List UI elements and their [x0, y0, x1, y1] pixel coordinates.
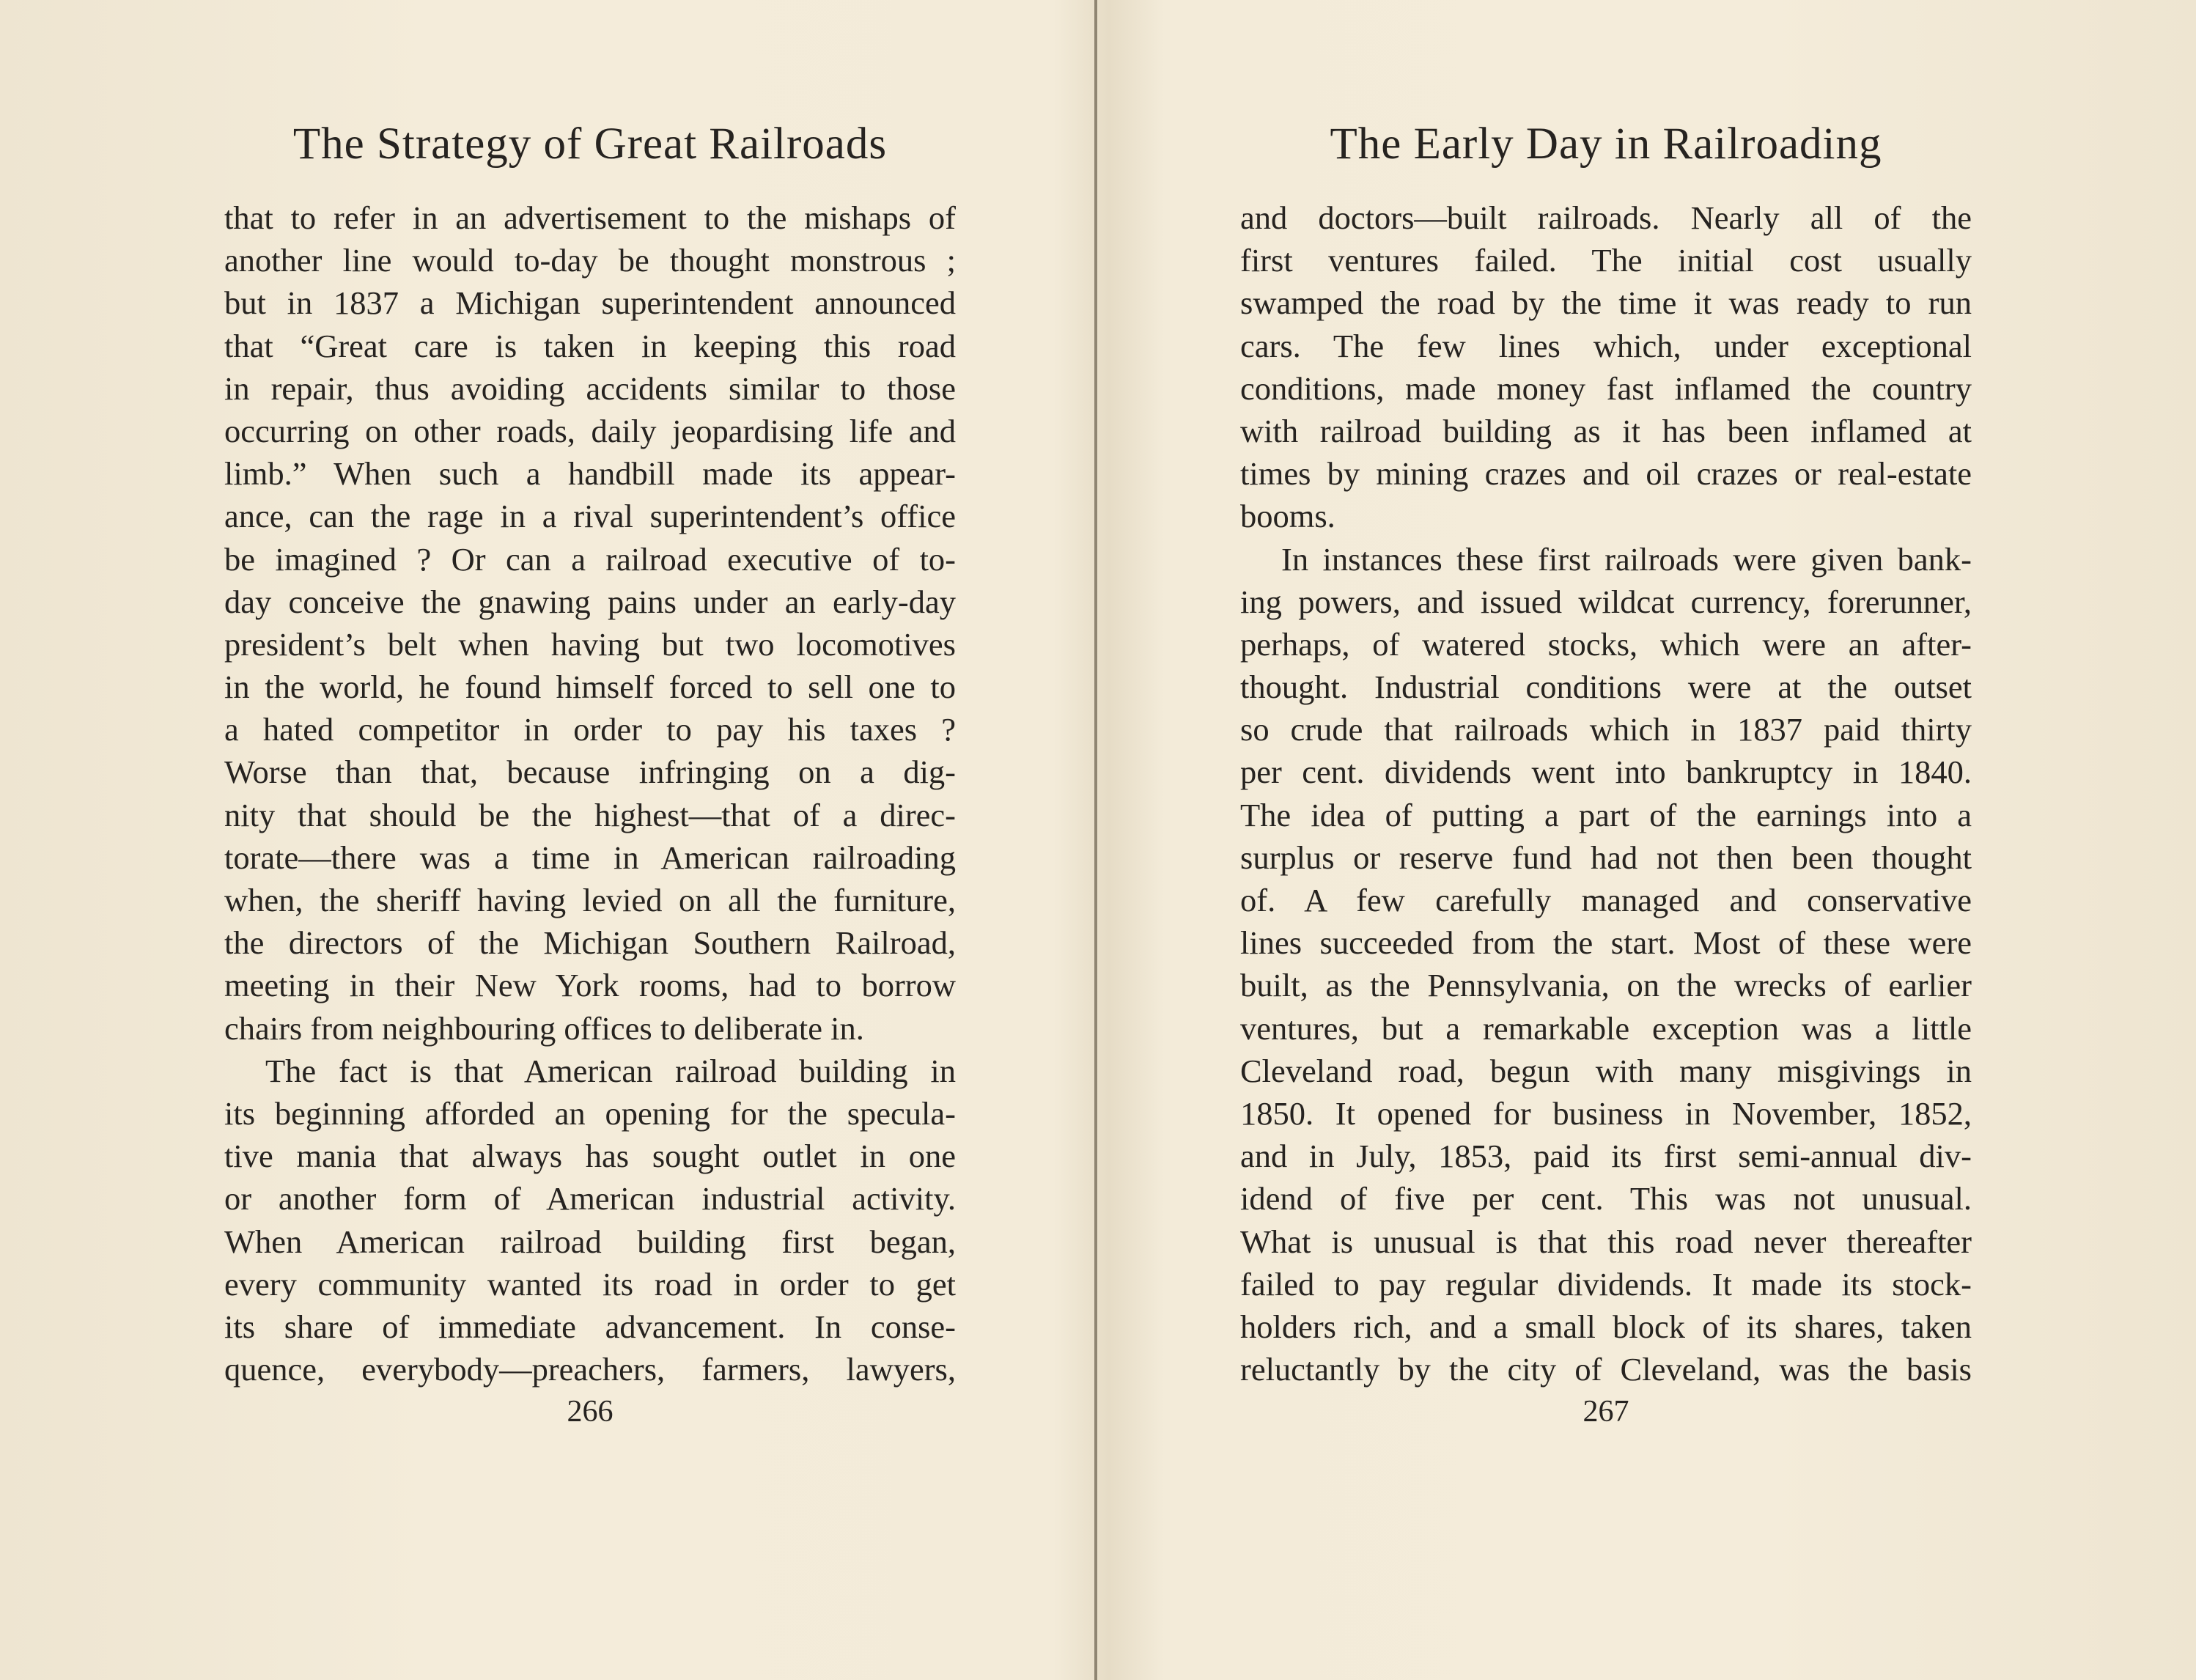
text-line: per cent. dividends went into bankruptcy in 1840.	[1240, 754, 1972, 791]
text-line: and doctors—built railroads. Nearly all of the	[1240, 199, 1972, 236]
text-line: In instances these first railroads were given bank-	[1281, 540, 1972, 578]
text-line: when, the sheriff having levied on all the furniture,	[224, 882, 956, 918]
text-line: torate—there was a time in American railroading	[224, 839, 956, 876]
text-line: built, as the Pennsylvania, on the wrecks of earlier	[1240, 967, 1972, 1004]
text-line: a hated competitor in order to pay his taxes ?	[224, 711, 956, 748]
text-line: times by mining crazes and oil crazes or real-estate	[1240, 455, 1972, 493]
text-line: quence, everybody—preachers, farmers, lawyers,	[224, 1351, 956, 1388]
text-line: meeting in their New York rooms, had to borrow	[224, 967, 956, 1004]
text-line: so crude that railroads which in 1837 paid thirty	[1240, 711, 1972, 748]
text-line: or another form of American industrial activity.	[224, 1180, 956, 1217]
text-line: tive mania that always has sought outlet in one	[224, 1138, 956, 1175]
right-page-number: 267	[1582, 1395, 1629, 1429]
text-line: that to refer in an advertisement to the mishaps of	[224, 199, 956, 236]
text-line: be imagined ? Or can a railroad executive of to-	[224, 540, 956, 578]
text-line: perhaps, of watered stocks, which were an after-	[1240, 625, 1972, 663]
text-line: 1850. It opened for business in November, 1852,	[1240, 1094, 1972, 1132]
text-line: The idea of putting a part of the earnings into a	[1240, 796, 1972, 833]
text-line: limb.” When such a handbill made its appear-	[224, 455, 956, 493]
right-page-text	[1240, 196, 1972, 1390]
text-line: the directors of the Michigan Southern Railroad,	[224, 924, 956, 962]
text-line: lines succeeded from the start. Most of these were	[1240, 924, 1972, 962]
text-line: chairs from neighbouring offices to deliberate in.	[224, 1009, 864, 1047]
text-line: another line would to-day be thought monstrous ;	[224, 242, 956, 279]
text-line: but in 1837 a Michigan superintendent announced	[224, 284, 956, 322]
text-line: When American railroad building first began,	[224, 1223, 956, 1260]
text-line: What is unusual is that this road never thereafter	[1240, 1223, 1972, 1260]
text-line: ing powers, and issued wildcat currency, forerunner,	[1240, 583, 1972, 620]
text-line: in the world, he found himself forced to sell one to	[224, 668, 956, 706]
text-line: failed to pay regular dividends. It made its stock-	[1240, 1265, 1972, 1303]
left-page-number: 266	[567, 1395, 614, 1429]
right-running-head: The Early Day in Railroading	[1330, 119, 1882, 169]
text-line: in repair, thus avoiding accidents similar to those	[224, 369, 956, 407]
text-line: cars. The few lines which, under exceptional	[1240, 327, 1972, 364]
text-line: its beginning afforded an opening for the specula-	[224, 1094, 956, 1132]
text-line: idend of five per cent. This was not unusual.	[1240, 1180, 1972, 1217]
text-line: Cleveland road, begun with many misgivings in	[1240, 1052, 1972, 1089]
text-line: ventures, but a remarkable exception was a little	[1240, 1009, 1972, 1047]
text-line: president’s belt when having but two locomotives	[224, 625, 956, 663]
text-line: The fact is that American railroad building in	[265, 1052, 956, 1089]
text-line: every community wanted its road in order to get	[224, 1265, 956, 1303]
text-line: its share of immediate advancement. In conse-	[224, 1308, 956, 1345]
text-line: and in July, 1853, paid its first semi-annual div-	[1240, 1138, 1972, 1175]
text-line: occurring on other roads, daily jeopardising life and	[224, 412, 956, 449]
text-line: booms.	[1240, 498, 1335, 535]
text-line: ance, can the rage in a rival superintendent’s office	[224, 498, 956, 535]
text-line: holders rich, and a small block of its shares, taken	[1240, 1308, 1972, 1345]
text-line: conditions, made money fast inflamed the country	[1240, 369, 1972, 407]
left-running-head: The Strategy of Great Railroads	[292, 119, 888, 169]
text-line: that “Great care is taken in keeping this road	[224, 327, 956, 364]
left-page-text	[224, 196, 956, 1390]
text-line: day conceive the gnawing pains under an early-day	[224, 583, 956, 620]
book-gutter	[1094, 0, 1097, 1680]
text-line: of. A few carefully managed and conservative	[1240, 882, 1972, 918]
text-line: first ventures failed. The initial cost usually	[1240, 242, 1972, 279]
text-line: swamped the road by the time it was ready to run	[1240, 284, 1972, 322]
text-line: Worse than that, because infringing on a dig-	[224, 754, 956, 791]
text-line: nity that should be the highest—that of a direc-	[224, 796, 956, 833]
text-line: with railroad building as it has been inflamed at	[1240, 412, 1972, 449]
text-line: reluctantly by the city of Cleveland, was the basis	[1240, 1351, 1972, 1388]
text-line: surplus or reserve fund had not then been thought	[1240, 839, 1972, 876]
text-line: thought. Industrial conditions were at the outset	[1240, 668, 1972, 706]
